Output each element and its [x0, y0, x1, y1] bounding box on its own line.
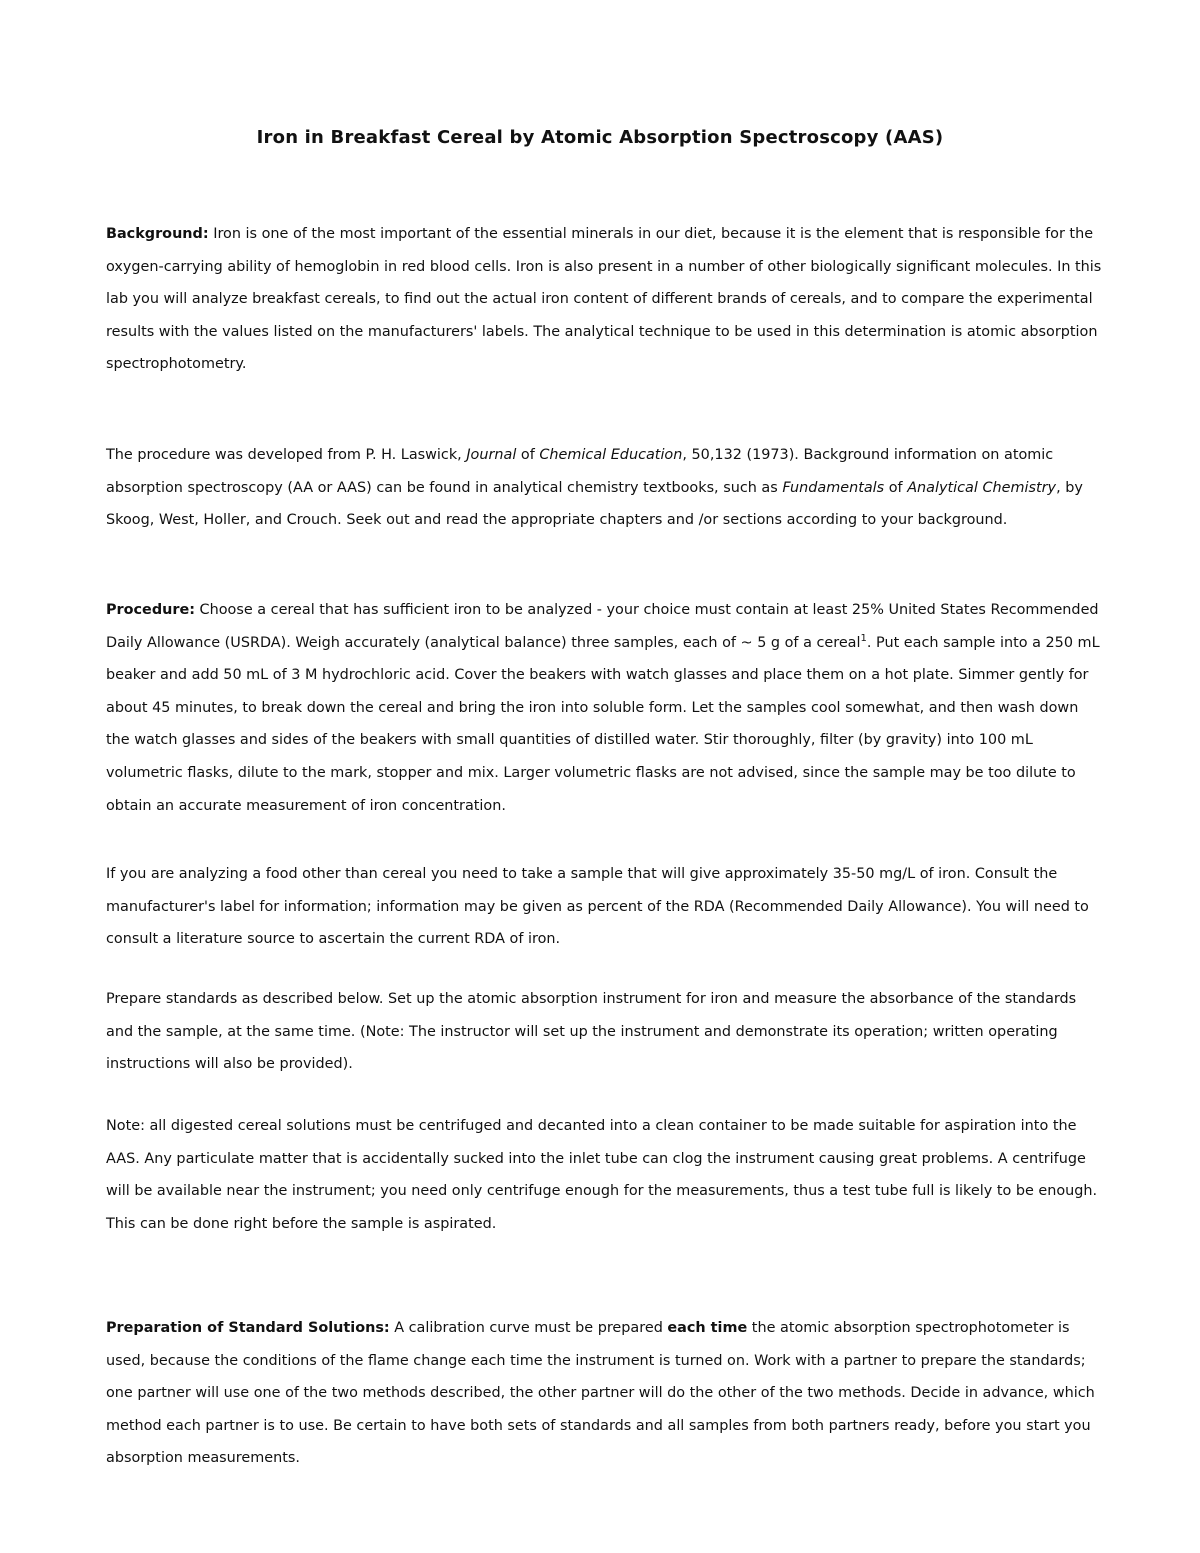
procedure-text-2: . Put each sample into a 250 mL beaker and add 50 mL of 3 M hydrochloric acid. Cover the beakers with watch glasses and place them on a hot plate. Simmer gently for about 45 minutes, to break down the cereal and bring the iron into soluble form. Let the samples cool somewhat, and then wash down the watch glasses and sides of the beakers with small quantities of distilled water. Stir thoroughly, filter (by gravity) into 100 mL volumetric flasks, dilute to the mark, stopper and mix. Larger volumetric flasks are not advised, since the sample may be too dilute to obtain an accurate measurement of iron concentration.	[106, 634, 1100, 814]
each-time-emphasis: each time	[667, 1320, 748, 1336]
prepare-standards-paragraph: Prepare standards as described below. Set up the atomic absorption instrument for iron and measure the absorbance of the standards and the sample, at the same time. (Note: The instructor will set up the instrument and demonstrate its operation; written operating instructions will also be provided).	[106, 991, 1077, 1073]
standard-solutions-text-1: A calibration curve must be prepared	[389, 1320, 668, 1336]
reference-text-1: The procedure was developed from P. H. Laswick,	[106, 447, 467, 463]
reference-anal-chem: Analytical Chemistry	[907, 479, 1057, 496]
reference-paragraph	[106, 439, 1106, 537]
procedure-text-1: Choose a cereal that has sufficient iron to be analyzed - your choice must contain at least 25% United States Recommended Daily Allowance (USRDA). Weigh accurately (analytical balance) three samples, each of ~ 5 g of a cereal	[106, 602, 1099, 651]
reference-fundamentals: Fundamentals	[782, 479, 885, 496]
reference-text-2: of	[516, 447, 540, 463]
background-paragraph	[106, 218, 1106, 381]
background-label: Background:	[106, 226, 209, 242]
background-text: Iron is one of the most important of the essential minerals in our diet, because it is the element that is responsible for the oxygen-carrying ability of hemoglobin in red blood cells. Iron is also present in a number of other biologically significant molecules. In this lab you will analyze breakfast cereals, to find out the actual iron content of different brands of cereals, and to compare the experimental results with the values listed on the manufacturers' labels. The analytical technique to be used in this determination is atomic absorption spectrophotometry.	[106, 226, 1102, 373]
procedure-paragraph	[106, 594, 1106, 822]
other-food-paragraph: If you are analyzing a food other than cereal you need to take a sample that will give approximately 35-50 mg/L of iron. Consult the manufacturer's label for information; information may be given as percent of the RDA (Recommended Daily Allowance). You will need to consult a literature source to ascertain the current RDA of iron.	[106, 866, 1089, 948]
footnote-mark: 1	[860, 632, 867, 644]
procedure-label: Procedure:	[106, 602, 195, 618]
standard-solutions-text-2: the atomic absorption spectrophotometer is used, because the conditions of the flame change each time the instrument is turned on. Work with a partner to prepare the standards; one partner will use one of the two methods described, the other partner will do the other of the two methods. Decide in advance, which method each partner is to use. Be certain to have both sets of standards and all samples from both partners ready, before you start you absorption measurements.	[106, 1320, 1095, 1467]
centrifuge-note-paragraph: Note: all digested cereal solutions must be centrifuged and decanted into a clean container to be made suitable for aspiration into the AAS. Any particulate matter that is accidentally sucked into the inlet tube can clog the instrument causing great problems. A centrifuge will be available near the instrument; you need only centrifuge enough for the measurements, thus a test tube full is likely to be enough. This can be done right before the sample is aspirated.	[106, 1118, 1098, 1232]
reference-text-5: , by Skoog, West, Holler, and Crouch. Seek out and read the appropriate chapters and /or sections according to your background.	[106, 479, 1083, 529]
reference-text-3: , 50,132 (1973). Background information on atomic absorption spectroscopy (AA or AAS) can be found in analytical chemistry textbooks, such as	[106, 447, 1054, 496]
reference-text-4: of	[884, 479, 908, 496]
standard-solutions-paragraph	[106, 1312, 1106, 1475]
reference-journal: Journal	[466, 447, 517, 463]
standard-solutions-label: Preparation of Standard Solutions:	[106, 1320, 390, 1336]
document-title: Iron in Breakfast Cereal by Atomic Absorption Spectroscopy (AAS)	[256, 127, 944, 148]
reference-chem-ed: Chemical Education	[539, 447, 683, 463]
